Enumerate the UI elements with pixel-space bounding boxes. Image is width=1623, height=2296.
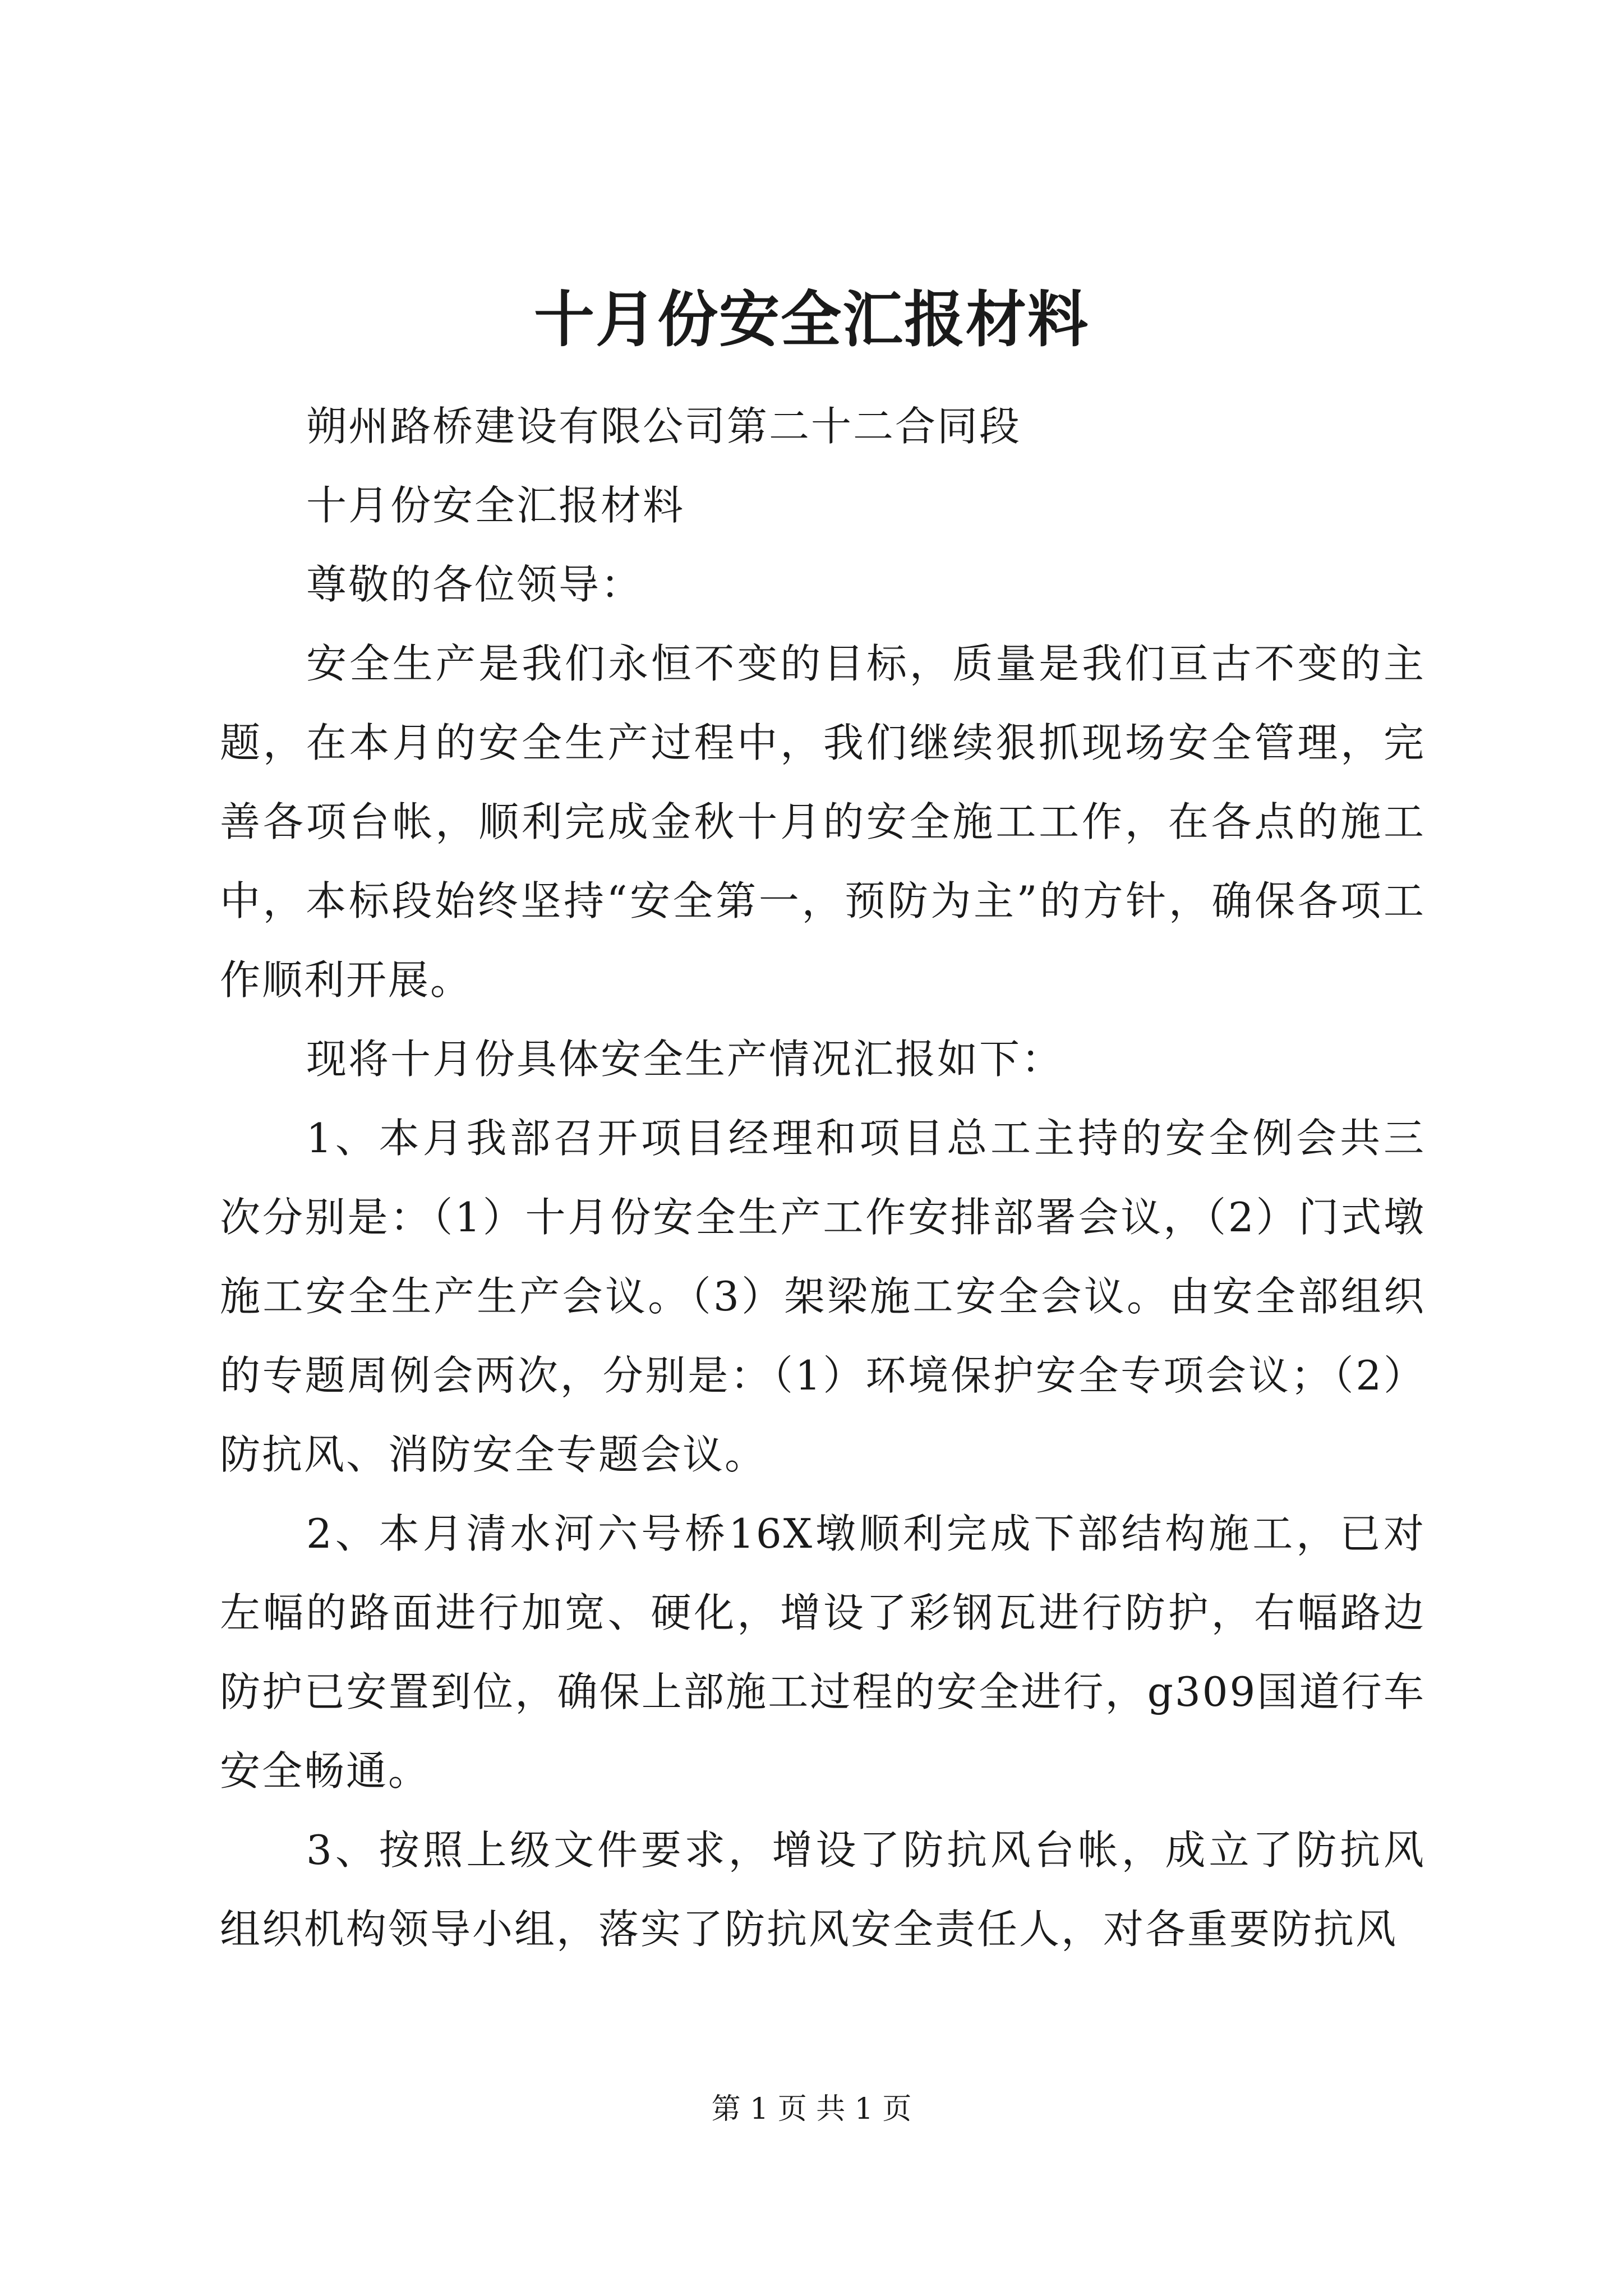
paragraph-company: 朔州路桥建设有限公司第二十二合同段 <box>306 403 1022 450</box>
paragraph-report-lead: 现将十月份具体安全生产情况汇报如下： <box>306 1036 1064 1083</box>
paragraph-intro: 安全生产是我们永恒不变的目标，质量是我们亘古不变的主题，在本月的安全生产过程中，我们继续狠抓现场安全管理，完善各项台帐，顺利完成金秋十月的安全施工工作，在各点的施工中，本标段始终坚持“安全第一，预防为主”的方针，确保各项工作顺利开展。 <box>220 640 1426 1004</box>
paragraph-item-1: 1、本月我部召开项目经理和项目总工主持的安全例会共三次分别是：（1）十月份安全生产工作安排部署会议，（2）门式墩施工安全生产生产会议。（3）架梁施工安全会议。由安全部组织的专题周例会两次，分别是：（1）环境保护安全专项会议；（2）防抗风、消防安全专题会议。 <box>220 1115 1426 1478</box>
paragraph-item-3: 3、按照上级文件要求，增设了防抗风台帐，成立了防抗风组织机构领导小组，落实了防抗风安全责任人，对各重要防抗风 <box>220 1826 1426 1953</box>
document-title: 十月份安全汇报材料 <box>533 284 1089 355</box>
document-body <box>220 387 1426 1969</box>
page-footer: 第 1 页 共 1 页 <box>711 2092 912 2126</box>
paragraph-subtitle: 十月份安全汇报材料 <box>306 482 685 529</box>
paragraph-salutation: 尊敬的各位领导： <box>306 561 643 608</box>
paragraph-item-2: 2、本月清水河六号桥16X墩顺利完成下部结构施工，已对左幅的路面进行加宽、硬化，增设了彩钢瓦进行防护，右幅路边防护已安置到位，确保上部施工过程的安全进行，g309国道行车安全畅通。 <box>220 1510 1426 1795</box>
